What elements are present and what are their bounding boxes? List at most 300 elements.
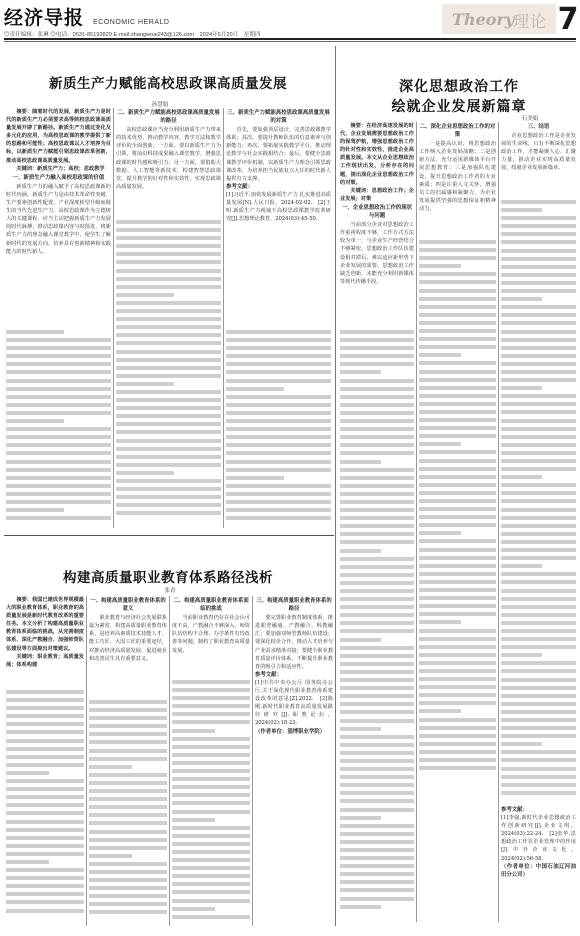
text-line [419,766,496,770]
article1-section3-heading: 三、新质生产力赋能高校思政课高质量发展的对策 [227,110,330,125]
text-line [6,354,111,358]
article2-section3-heading: 三、结语 [527,124,550,130]
text-line [226,468,331,472]
text-line [116,398,221,402]
text-line [226,476,284,480]
text-line [6,811,84,815]
text-line [226,354,331,358]
text-line [89,846,167,850]
text-line [6,427,111,431]
text-line [340,484,414,488]
text-line [226,500,331,504]
text-line [226,395,331,399]
text-line [501,702,576,706]
text-line [501,435,576,439]
text-line [419,256,496,260]
text-line [6,379,111,383]
text-line [419,410,496,414]
text-line [6,330,64,334]
text-line [116,463,221,467]
article2-title-line1: 深化思想政治工作 [399,79,519,95]
text-line [6,722,84,726]
text-line [419,386,496,390]
text-line [501,459,576,463]
text-line [172,915,250,919]
text-line [340,549,381,553]
text-line [172,850,250,854]
text-line [501,589,576,593]
text-line [419,758,496,762]
text-line [340,387,414,391]
text-line [6,451,111,455]
article2-col2-textlines [419,240,496,780]
text-line [340,370,381,374]
text-line [172,834,250,838]
text-line [226,346,331,350]
article3-references-heading: 参考文献： [255,671,282,678]
text-line [340,751,414,755]
text-line [116,390,221,394]
text-line [6,892,84,896]
text-line [501,386,542,390]
text-line [340,443,414,447]
text-line [501,402,576,406]
text-line [419,693,496,697]
text-line [501,726,576,730]
article3-section1-text: 职业教育与经济社会发展联系最为紧密，构建高质量职业教育体系，是培养高素质技术技能人才、能工巧匠、大国工匠的重要途径，对推动经济高质量发展、促进就业和改善民生具有重要意义。 [89,615,167,662]
text-line [89,749,167,753]
article1-section2-text: 高校思政课应当充分利用新质生产力带来的技术优势，推动教学内容、教学方法和教学评价的全面创新。一方面，要以新质生产力为引领，将前沿科技成果融入课堂教学，增强思政课的时代感和吸引力；另一方面，要借助大数据、人工智能等新技术，构建智慧思政课堂，提升教学的针对性和实效性，实现思政课高质量发展。 [116,127,221,190]
text-line [116,309,221,313]
text-line [89,781,167,785]
text-line [89,757,167,761]
text-line [419,467,496,471]
text-line [501,419,576,423]
article1-section3-text: 首先，要加强顶层设计，完善思政课教学体系；其次，要提升教师队伍的信息素养与创新能力；再次，要拓展实践教学平台，推动理论教学与社会实践相结合；最后，要健全思政课教学评价机制，以新质生产力理念引领思政课改革，为培养担当民族复兴大任的时代新人提供有力支撑。 [226,127,331,182]
text-line [6,338,111,342]
text-line [340,719,414,723]
text-line [6,828,84,832]
text-line [340,872,414,876]
text-line [501,524,576,528]
text-line [226,411,331,415]
text-line [6,747,84,751]
page-number: 7 [557,2,579,37]
text-line [6,876,84,880]
text-line [116,366,221,370]
text-line [340,516,414,520]
text-line [340,613,414,617]
text-line [116,285,221,289]
text-line [501,532,576,536]
text-line [226,403,331,407]
text-line [419,475,496,479]
text-line [501,669,576,673]
text-line [6,500,111,504]
article2-section1-text: 当前部分企业对思想政治工作重视程度不够，工作方式方法较为单一，与企业生产经营结合不够紧密，思想政治工作队伍建设相对滞后，难以适应新形势下企业发展的需要。思想政治工作缺乏创新，未能充分利用新媒体等现代传播手段。 [340,222,414,285]
text-line [226,460,331,464]
text-line [340,856,414,860]
article1-col1-textlines [6,330,111,525]
newspaper-name [4,3,169,30]
text-line [6,484,111,488]
text-line [6,690,84,694]
text-line [419,329,496,333]
text-line [340,864,414,868]
article3-section2-text: 当前职业教育仍存在社会认可度不高、产教融合不够深入、师资队伍结构不合理、办学条件有待改善等问题，制约了职业教育高质量发展。 [172,615,250,654]
article1-keywords: 关键词：新质生产力；高校；思政教学 [16,165,105,172]
text-line [89,902,167,906]
text-line [501,370,576,374]
text-line [419,240,496,244]
text-line [340,492,414,496]
text-line [116,317,221,321]
text-line [340,727,381,731]
article2-references: [1]李强.新时代企业思想政治工作创新研究[J].企业文明，2024(03):22-24. [2]张华.思想政治工作在企业管理中的作用[J].中外企业文化，2024(02):56-58. [501,815,576,862]
text-line [172,720,250,724]
text-line [172,745,250,749]
text-line [501,775,576,779]
text-line [501,710,576,714]
text-line [419,612,496,616]
text-line [172,874,250,878]
text-line [501,216,576,220]
text-line [6,435,111,439]
text-line [501,621,576,625]
text-line [116,479,221,483]
text-line [89,797,167,801]
text-line [501,767,576,771]
text-line [116,269,221,273]
article1-abstract: 摘要：随着时代的发展，新质生产力是时代的新质生产力必须要求高等院校思政课高质量发展开辟了新路径。新质生产力通过变化及多元化的应用，为高校思政课的教学提供了新的思路和可能性；高校思政课以人才培养为目标，以新质生产力赋能引领思政课改革创新，推动高校思政课高质量发展。 [6,109,111,164]
section-name-zh: 理论 [513,12,548,31]
text-line [340,395,414,399]
section-name-en: Theory [452,10,515,29]
text-line [89,773,167,777]
text-line [501,265,576,269]
text-line [501,232,576,236]
text-line [419,750,496,754]
text-line [116,439,221,443]
text-line [419,264,461,268]
text-line [419,629,496,633]
text-line [89,910,167,914]
text-line [172,801,250,805]
text-line [501,427,576,431]
text-line [419,459,496,463]
article1-section2-heading: 二、新质生产力赋能高校思政课高质量发展的路径 [117,110,220,125]
article2-author-note: （作者单位：中国石油辽河油田分公司） [501,863,576,878]
text-line [419,305,496,309]
text-line [89,740,167,744]
text-line [172,729,215,733]
column-divider [416,122,417,922]
text-line [6,476,111,480]
article1-col3-textlines [226,330,331,525]
text-line [6,419,64,423]
text-line [501,378,576,382]
text-line [340,605,414,609]
text-line [419,345,496,349]
text-line [6,403,111,407]
text-line [6,836,84,840]
text-line [340,710,414,714]
column-divider [169,596,170,926]
text-line [501,362,576,366]
text-line [116,358,221,362]
text-line [340,419,414,423]
text-line [501,718,576,722]
text-line [340,670,414,674]
text-line [6,771,49,775]
text-line [419,645,496,649]
text-line [501,289,576,293]
text-line [501,783,576,787]
text-line [340,629,414,633]
article3-abstract: 摘要：我国已建成世界规模最大的职业教育体系，职业教育的高质量发展是新时代教育改革的重要任务。本文分析了构建高质量职业教育体系面临的挑战，从完善制度体系、深化产教融合、加强师资队伍建设等方面提出对策建议。 [6,597,84,652]
text-line [116,341,221,345]
text-line [419,418,496,422]
text-line [419,548,496,552]
text-line [419,685,496,689]
text-line [226,492,331,496]
text-line [419,272,496,276]
article3-author-note: （作者单位：淄博职业学院） [255,728,326,735]
article1-references: [1]习近平.加快发展新质生产力 扎实推进高质量发展[N].人民日报，2024-02-02. [2]王明.新质生产力视域下高校思政课教学改革研究[J].思想理论教育，2024(03):45-50. [226,191,331,223]
article3-references: [1]中共中央办公厅 国务院办公厅.关于深化现代职业教育体系建设改革的意见[Z].2022. [2]陈刚.新时代职业教育高质量发展路径研究[J].职教论坛，2024(02):18-23. [255,679,333,727]
article3-col3-textlines [172,680,250,924]
text-line [340,346,414,350]
text-line [419,434,496,438]
masthead-rule-thin [4,41,576,42]
text-line [172,882,250,886]
text-line [226,484,331,488]
text-line [419,637,496,641]
text-line [340,897,414,901]
text-line [6,516,111,520]
text-line [6,909,84,913]
article3-section2-heading: 二、构建高质量职业教育体系面临的挑战 [173,598,249,613]
text-line [419,556,496,560]
text-line [419,353,461,357]
text-line [340,702,414,706]
text-line [89,854,132,858]
text-line [501,200,576,204]
text-line [501,443,576,447]
text-line [89,870,167,874]
text-line [340,621,414,625]
text-line [340,379,414,383]
text-line [116,228,221,232]
text-line [6,714,84,718]
article3-title: 构建高质量职业教育体系路径浅析 [63,570,273,586]
text-line [116,487,221,491]
text-line [116,455,221,459]
text-line [340,589,414,593]
text-line [226,516,331,520]
text-line [501,208,542,212]
text-line [501,605,576,609]
text-line [501,540,576,544]
text-line [89,724,167,728]
text-line [172,753,250,757]
text-line [116,252,221,256]
text-line [340,427,414,431]
article2-title-line2: 绘就企业发展新篇章 [391,99,527,115]
text-line [89,805,167,809]
text-line [172,890,250,894]
text-line [89,821,167,825]
text-line [6,508,64,512]
text-line [172,688,250,692]
text-line [172,858,250,862]
text-line [340,403,414,407]
text-line [501,354,576,358]
text-line [116,350,221,354]
article3-col4 [255,596,333,926]
text-line [501,678,576,682]
text-line [340,581,414,585]
text-line [340,654,414,658]
text-line [6,739,84,743]
text-line [340,338,414,342]
text-line [501,224,576,228]
text-line [116,277,221,281]
text-line [340,597,414,601]
text-line [340,557,414,561]
text-line [419,718,496,722]
newspaper-subtitle: ECONOMIC HERALD [93,19,170,26]
text-line [116,430,221,434]
text-line [501,346,576,350]
text-line [6,362,111,366]
text-line [419,701,496,705]
article3-section3-text: 要完善职业教育制度体系，推进职普融通、产教融合、科教融汇；要加强双师型教师队伍建设；要深化校企合作，推动人才培养与产业需求精准对接；要健全职业教育质量评价体系，不断提升职业教育的吸引力和适应性。 [255,615,333,670]
text-line [340,662,414,666]
text-line [6,730,84,734]
article-separator [4,535,334,536]
text-line [501,240,576,244]
text-line [419,248,496,252]
text-line [340,783,414,787]
text-line [89,789,167,793]
article2-abstract: 摘要：在经济高速发展的时代，企业发展需要思想政治工作的保驾护航，增强思想政治工作的针对性和实效性，推进企业高质量发展。本文从企业思想政治工作现状出发，分析存在的问题，提出深化企业思想政治工作的对策。 [340,123,414,186]
text-line [340,411,414,415]
text-line [340,767,414,771]
article2-author: 石美娟 [521,116,539,122]
article2-section3-text: 企业思想政治工作是企业发展的生命线，只有不断深化思想政治工作，才能凝聚人心、汇聚力量，推动企业实现高质量发展，绘就企业发展新篇章。 [501,133,576,172]
text-line [501,645,576,649]
text-line [501,297,542,301]
text-line [340,799,414,803]
text-line [172,866,250,870]
text-line [501,637,576,641]
text-line [116,374,221,378]
text-line [172,818,215,822]
article1-title: 新质生产力赋能高校思政课高质量发展 [49,76,287,92]
text-line [419,321,496,325]
article3-col2-textlines [89,700,167,924]
text-line [501,483,576,487]
text-line [501,467,576,471]
text-line [501,694,576,698]
text-line [340,362,414,366]
text-line [116,414,221,418]
text-line [340,540,414,544]
text-line [89,838,167,842]
text-line [340,573,414,577]
article3-section3-heading: 三、构建高质量职业教育体系的路径 [256,598,332,613]
text-line [501,338,576,342]
text-line [89,765,132,769]
text-line [172,842,250,846]
text-line [226,443,331,447]
text-line [116,293,174,297]
text-line [226,387,284,391]
text-line [6,443,111,447]
article-divider [335,46,336,926]
text-line [340,791,414,795]
text-line [172,826,250,830]
text-line [340,735,414,739]
text-line [116,382,174,386]
text-line [6,468,111,472]
text-line [89,716,167,720]
text-line [419,370,496,374]
text-line [116,406,221,410]
text-line [172,737,250,741]
text-line [419,378,496,382]
text-line [340,330,414,334]
text-line [6,852,84,856]
text-line [419,483,496,487]
text-line [340,565,414,569]
text-line [6,795,84,799]
text-line [419,661,496,665]
text-line [6,884,84,888]
text-line [340,468,414,472]
text-line [172,704,250,708]
text-line [340,743,414,747]
text-line [340,840,414,844]
text-line [501,734,576,738]
text-line [501,475,542,479]
text-line [340,532,414,536]
text-line [226,435,331,439]
text-line [501,613,576,617]
text-line [419,523,496,527]
text-line [501,742,542,746]
text-line [89,732,167,736]
text-line [419,580,496,584]
text-line [501,257,576,261]
text-line [89,813,167,817]
text-line [419,313,496,317]
text-line [419,337,496,341]
text-line [501,548,576,552]
text-line [419,402,496,406]
text-line [501,410,576,414]
text-line [501,516,576,520]
text-line [116,236,221,240]
text-line [340,451,414,455]
text-line [6,706,84,710]
text-line [172,810,250,814]
text-line [419,669,496,673]
text-line [89,700,167,704]
text-line [501,451,576,455]
text-line [6,346,111,350]
